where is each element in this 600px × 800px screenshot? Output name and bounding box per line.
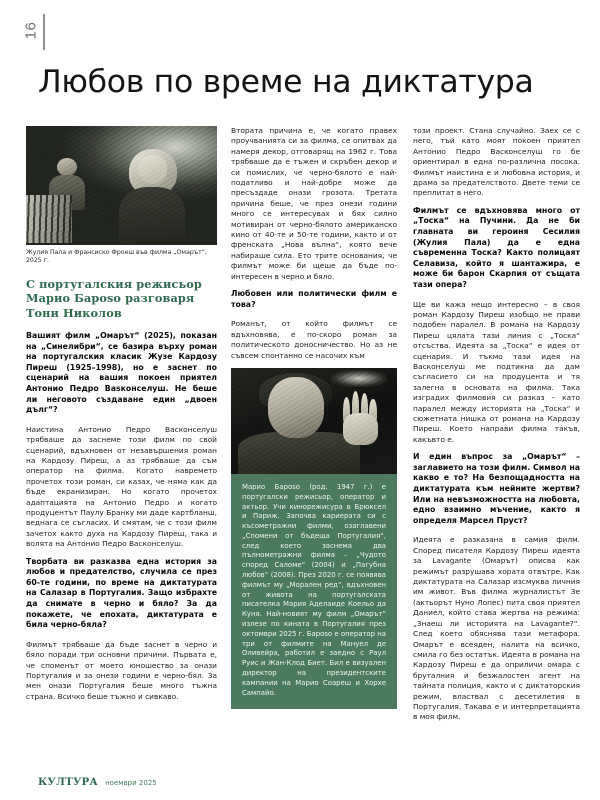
portrait-mario-barroso bbox=[231, 368, 397, 474]
answer-5: Идеята е разказана в самия филм. Според писателя Кардозу Пиреш идеята за Lavagante (Омарът) описва как режимът разрушава хората отвътре. Как диктатурата на Салазар изсмуква личния им живот. Във филма журналистът Зе (актьорът Нуно Лопес) пита своя приятел Даниел, който става жертва на режима: „Знаеш ли историята на Lavagante?“. След което обяснява тази метафора. Омарът е всеяден, налита на всичко, смила го без остатък. Идеята в романа на Кардозу Пиреш е да оприличи омара с бруталния и безжалостен агент на тайната полиция, както и с диктаторския режим, властвал с десетилетия в Португалия. Такава е и интерпретацията в моя филм. bbox=[413, 535, 580, 722]
column-left bbox=[26, 126, 217, 709]
answer-4: Ще ви кажа нещо интересно – в своя роман Кардозу Пиреш изобщо не прави подобен паралел. В романа на Кардозу Пиреш цялата тази линия с „Тоска“ отсъства. Идеята за „Тоска“ е идея от сценария. И тъкмо тази идея на Васконселуш ме подтикна да дам съгласието си на продуцента и тя залегна в основата на филма. Така изградих филмовия си разказ – като паралел между историята на „Тоска“ и сюжетната нишка от романа на Кардозу Пиреш. Което направи филма такъв, какъвто е. bbox=[413, 299, 580, 444]
biography-box bbox=[231, 474, 397, 710]
answer-3: Романът, от който филмът се вдъхновява, е по-скоро роман за политическото доносничество. Но аз не съвсем спонтанно се насочих към bbox=[231, 319, 397, 360]
footer-divider bbox=[26, 759, 580, 760]
answer-3-continued: този проект. Стана случайно. Заех се с него, тъй като моят покоен приятел Антонио Педро Васконселуш го бе ориентирал в една по-различна посока. Филмът наистина е и любовна история, и драма за предателството. Двете теми се преплитат в него. bbox=[413, 126, 580, 198]
interview-subhead: С португалския режисьор Марио Бароso разговаря Тони Николов bbox=[26, 276, 202, 320]
footer-date: ноември 2025 bbox=[105, 779, 157, 787]
page-footer bbox=[38, 777, 157, 788]
photo-caption: Жулия Пала и Франсиско Фроеш във филма „Омарът“, 2025 г. bbox=[26, 249, 207, 265]
page-number-block bbox=[18, 14, 45, 54]
photo-grain-overlay bbox=[26, 126, 217, 245]
page-title: Любов по време на диктатура bbox=[38, 64, 534, 100]
question-1: Вашият филм „Омарът“ (2025), показан на „Синелибри“, се базира върху роман на португалския класик Жузе Кардозу Пиреш (1925–1998), но е заснет по сценарий на вашия покоен приятел Антонио Педро Вasконселуш. Не беше ли неговото създаване един „двоен дълг“? bbox=[26, 331, 217, 415]
answer-1: Наистина Антонио Педро Васконселуш трябваше да заснеме този филм по свой сценарий, вдъхновен от незавършения роман на Кардозу Пиреш, а аз трябваше да съм оператор на филма. Когато навремето прочетох този роман, си казах, че няма как да бъде екранизиран. Но когато прочетох адаптацията на Антонио Педро и когато продуцентът Паулу Бранку ми даде картбланш, веднага се съгласих. И смятам, че с този филм зачетох както духа на Кардозу Пиреш, така и волята на Антонио Педро Васконселуш. bbox=[26, 424, 217, 549]
footer-brand: КУЛТУРА bbox=[38, 777, 99, 788]
question-2: Творбата ви разказва една история за любов и предателство, случила се през 60-те години, по време на диктатурата на Салазар в Португалия. Защо избрахте да снимате в черно и бяло? За да покажете, че епохата, диктатурата е била черно-бяла? bbox=[26, 556, 217, 630]
portrait-grain-overlay bbox=[231, 368, 397, 474]
page-number: 16 bbox=[22, 21, 40, 40]
film-still-photo bbox=[26, 126, 217, 245]
answer-2-continued: Втората причина е, че когато правех проучванията си за филма, се опитвах да намеря декор, отговарящ на 1962 г. Това трябваше да е тъжен и скръбен декор и си помислих, че черно-бялото е най-податливо и най-добре може да пресъздаде онази грозота. Третата причина беше, че през онези години много се интересувах и бях силно мотивиран от черно-бялото американско кино от 40-те и 50-те години, както и от френската „Нова вълна“, която вече набираше сила. Ето трите основания, че филмът може би щеше да бъде по-интересен в черно и бяло. bbox=[231, 126, 397, 281]
page-number-rule bbox=[43, 14, 45, 50]
question-3: Любовен или политически филм е това? bbox=[231, 289, 397, 309]
column-middle bbox=[231, 126, 397, 709]
question-5: И един въпрос за „Омарът“ – заглавието на този филм. Символ на какво е то? На безпощадността на диктатурата към нейните жертви? Или на невъзможността на любовта, едно взаимно мъчение, както я определя Марсел Пруст? bbox=[413, 452, 580, 525]
question-4: Филмът се вдъхновява много от „Тоска“ на Пучини. Да не би главната ви героиня Сесилия (Жулия Пала) да е една съвременна Тоска? Както полицаят Селавиза, който я шантажира, е може би барон Скарпия от същата тази опера? bbox=[413, 205, 580, 289]
biography-text: Марио Бароso (род. 1947 г.) е португалски режисьор, оператор и актьор. Учи кинорежисура в Брюксел и Париж. Започва кариерата си с късометражни филми, озаглавени „Спомени от бъдеща Португалия“, след което заснема два пълнометражни филма – „Чудото според Саломе“ (2004) и „Пагубна любов“ (2008). През 2020 г. се появява филмът му „Морален ред“, вдъхновен от живота на португалската писателка Мария Аделаиде Коельо да Куня. Най-новият му филм „Омарът“ излезе по кината в Португалия през октомври 2025 г. Бароso е оператор на три от филмите на Мануел де Оливейра, работил е заедно с Раул Руис и Жан-Клод Биет. Бил е визуален директор на президентските кампании на Марио Соареш и Хорхе Сампайо. bbox=[242, 482, 386, 697]
answer-2: Филмът трябваше да бъде заснет в черно и бяло поради три основни причини. Първата е, че споменът от моето юношество за онази Португалия и за онези години е черно-бял. За мен онази Португалия беше много тъжна страна. Всичко беше тъжно и сивкаво. bbox=[26, 639, 217, 701]
column-right bbox=[413, 126, 580, 730]
